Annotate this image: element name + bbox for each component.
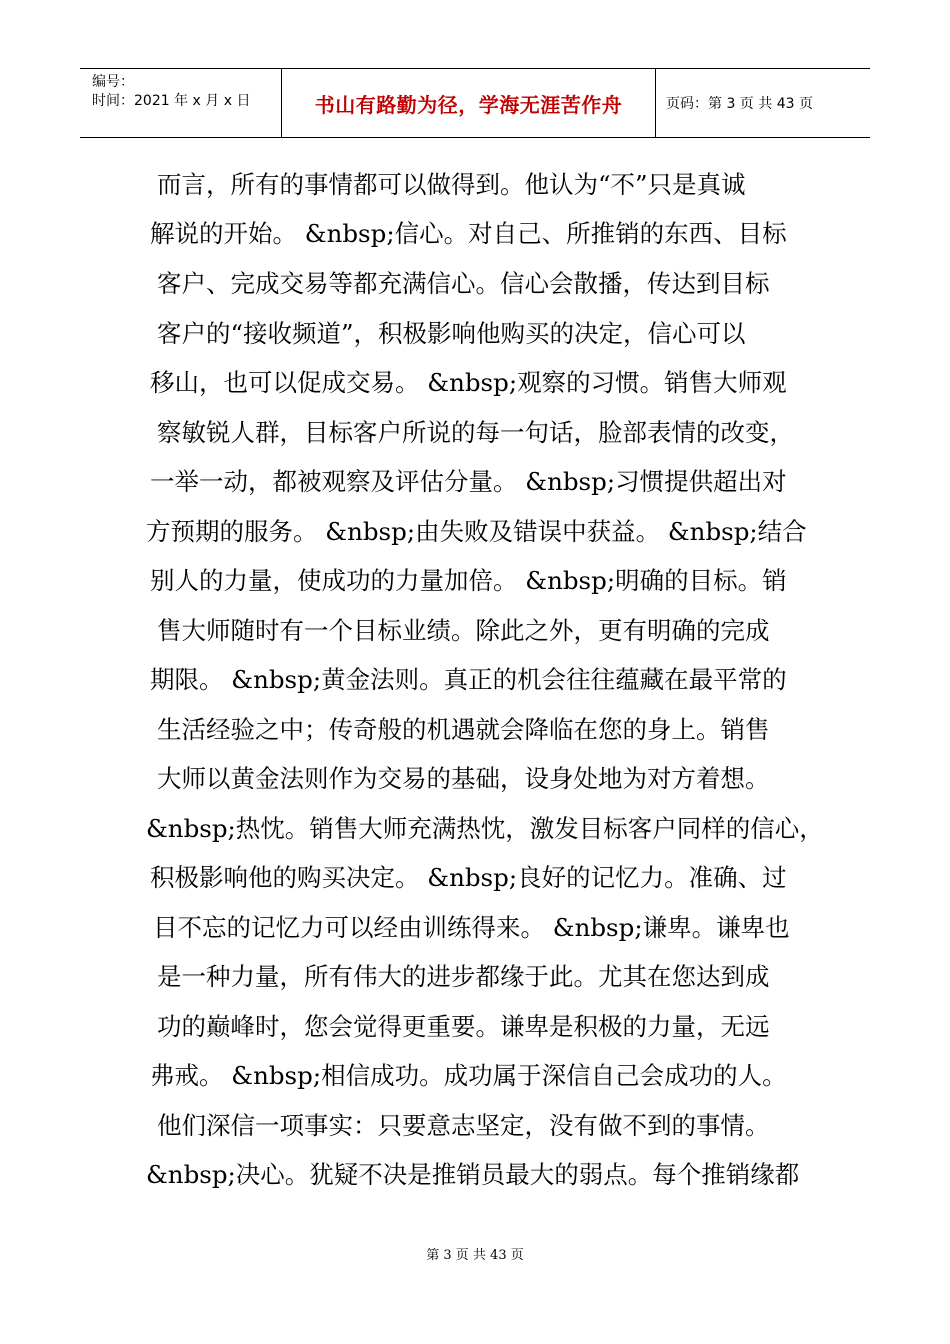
body-line: 移山，也可以促成交易。 &nbsp;观察的习惯。销售大师观 — [150, 368, 787, 397]
body-line: &nbsp;热忱。销售大师充满热忱，激发目标客户同样的信心， — [146, 814, 824, 843]
body-line: 大师以黄金法则作为交易的基础，设身处地为对方着想。 — [157, 764, 770, 793]
body-line: 一举一动，都被观察及评估分量。 &nbsp;习惯提供超出对 — [150, 467, 787, 496]
body-line: 别人的力量，使成功的力量加倍。 &nbsp;明确的目标。销 — [150, 566, 787, 595]
body-line: 而言，所有的事情都可以做得到。他认为“不”只是真诚 — [157, 170, 746, 199]
body-line: 察敏锐人群，目标客户所说的每一句话，脸部表情的改变， — [157, 418, 794, 447]
body-line: 解说的开始。 &nbsp;信心。对自己、所推销的东西、目标 — [150, 219, 787, 248]
body-line: 客户的“接收频道”，积极影响他购买的决定，信心可以 — [157, 319, 746, 348]
header-meta — [80, 69, 282, 137]
page-footer: 第 3 页 共 43 页 — [426, 1248, 524, 1263]
body-line: 他们深信一项事实：只要意志坚定，没有做不到的事情。 — [157, 1111, 770, 1140]
date-label: 时间：2021 年 x 月 x 日 — [92, 93, 251, 109]
body-line: 是一种力量，所有伟大的进步都缘于此。尤其在您达到成 — [157, 962, 770, 991]
body-line: 方预期的服务。 &nbsp;由失败及错误中获益。 &nbsp;结合 — [146, 517, 807, 546]
body-line: 弗戒。 &nbsp;相信成功。成功属于深信自己会成功的人。 — [150, 1061, 787, 1090]
body-line: 售大师随时有一个目标业绩。除此之外，更有明确的完成 — [157, 616, 770, 645]
body-line: 客户、完成交易等都充满信心。信心会散播，传达到目标 — [157, 269, 770, 298]
body-line: 功的巅峰时，您会觉得更重要。谦卑是积极的力量，无远 — [157, 1012, 770, 1041]
body-line: &nbsp;决心。犹疑不决是推销员最大的弱点。每个推销缘都 — [146, 1160, 800, 1189]
body-line: 积极影响他的购买决定。 &nbsp;良好的记忆力。准确、过 — [150, 863, 787, 892]
number-label: 编号： — [92, 74, 134, 90]
header-motto: 书山有路勤为径，学海无涯苦作舟 — [282, 69, 656, 137]
body-line: 生活经验之中；传奇般的机遇就会降临在您的身上。销售 — [157, 715, 770, 744]
page-header — [80, 68, 870, 138]
header-page-info: 页码：第 3 页 共 43 页 — [666, 96, 813, 112]
body-line: 目不忘的记忆力可以经由训练得来。 &nbsp;谦卑。谦卑也 — [153, 913, 790, 942]
body-line: 期限。 &nbsp;黄金法则。真正的机会往往蕴藏在最平常的 — [150, 665, 787, 694]
